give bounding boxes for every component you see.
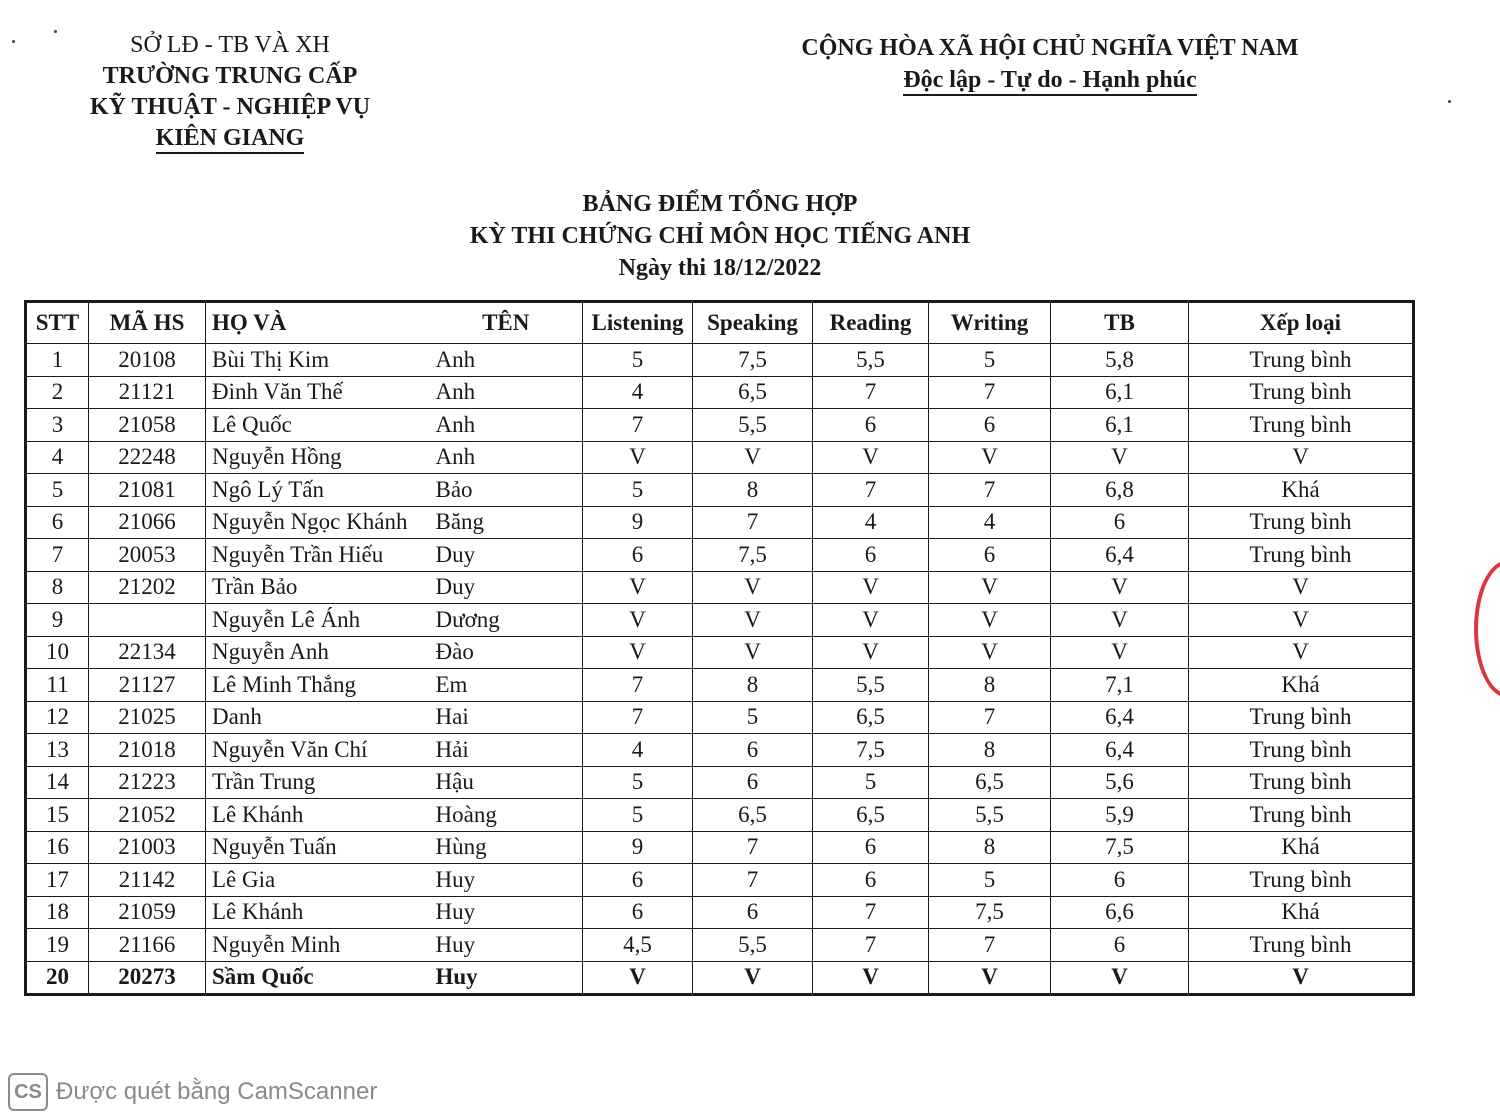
cell-ma-hs: 22248 xyxy=(89,441,206,474)
cell-reading: 6,5 xyxy=(813,799,929,832)
cell-tb: 6,1 xyxy=(1051,409,1189,442)
cell-writing: 8 xyxy=(929,734,1051,767)
cell-writing: 7 xyxy=(929,929,1051,962)
table-row xyxy=(26,831,1414,864)
cell-listening: 6 xyxy=(583,864,693,897)
cell-speaking: 5,5 xyxy=(693,929,813,962)
cell-stt: 15 xyxy=(26,799,89,832)
department-name: SỞ LĐ - TB VÀ XH xyxy=(130,32,330,58)
cell-listening: V xyxy=(583,441,693,474)
cell-ten: Đào xyxy=(430,636,583,669)
cell-writing: V xyxy=(929,441,1051,474)
cell-writing: V xyxy=(929,571,1051,604)
cell-speaking: 7 xyxy=(693,864,813,897)
cell-reading: 6 xyxy=(813,864,929,897)
cell-tb: 7,5 xyxy=(1051,831,1189,864)
cell-stt: 17 xyxy=(26,864,89,897)
cell-xep-loai: Trung bình xyxy=(1189,734,1414,767)
cell-speaking: 7,5 xyxy=(693,539,813,572)
cell-stt: 19 xyxy=(26,929,89,962)
header-listening: Listening xyxy=(583,302,693,344)
cell-ma-hs: 20053 xyxy=(89,539,206,572)
cell-ho-va: Nguyễn Ngọc Khánh xyxy=(206,506,430,539)
cell-stt: 5 xyxy=(26,474,89,507)
scan-speck xyxy=(54,30,57,33)
cell-reading: 5,5 xyxy=(813,669,929,702)
cell-stt: 1 xyxy=(26,344,89,377)
header-xep-loai: Xếp loại xyxy=(1189,302,1414,344)
school-name-line2: KỸ THUẬT - NGHIỆP VỤ xyxy=(89,94,371,120)
cell-xep-loai: Trung bình xyxy=(1189,864,1414,897)
cell-speaking: 8 xyxy=(693,669,813,702)
cell-writing: 6 xyxy=(929,409,1051,442)
cell-tb: 6,1 xyxy=(1051,376,1189,409)
table-row xyxy=(26,864,1414,897)
cell-xep-loai: Trung bình xyxy=(1189,539,1414,572)
cell-tb: 6 xyxy=(1051,864,1189,897)
cell-ma-hs: 21003 xyxy=(89,831,206,864)
cell-xep-loai: Khá xyxy=(1189,669,1414,702)
cell-xep-loai: Trung bình xyxy=(1189,376,1414,409)
exam-date: Ngày thi 18/12/2022 xyxy=(618,255,822,281)
cell-ho-va: Lê Khánh xyxy=(206,799,430,832)
cell-reading: 7 xyxy=(813,474,929,507)
cell-ten: Duy xyxy=(430,539,583,572)
cell-writing: 7 xyxy=(929,474,1051,507)
cell-speaking: 6,5 xyxy=(693,376,813,409)
national-header xyxy=(760,32,1340,96)
header-ten: TÊN xyxy=(430,302,583,344)
cell-tb: V xyxy=(1051,961,1189,995)
table-row xyxy=(26,799,1414,832)
cell-speaking: 5 xyxy=(693,701,813,734)
cell-tb: 6 xyxy=(1051,929,1189,962)
cell-speaking: V xyxy=(693,604,813,637)
cell-reading: 7 xyxy=(813,896,929,929)
national-motto: Độc lập - Tự do - Hạnh phúc xyxy=(903,66,1196,96)
cell-ten: Băng xyxy=(430,506,583,539)
watermark-text: Được quét bằng CamScanner xyxy=(56,1078,378,1105)
cell-listening: 9 xyxy=(583,506,693,539)
cell-stt: 18 xyxy=(26,896,89,929)
cell-stt: 13 xyxy=(26,734,89,767)
cell-xep-loai: Trung bình xyxy=(1189,701,1414,734)
title-line1: BẢNG ĐIỂM TỔNG HỢP xyxy=(582,191,858,217)
cell-stt: 6 xyxy=(26,506,89,539)
table-row xyxy=(26,441,1414,474)
cell-tb: V xyxy=(1051,636,1189,669)
cell-reading: V xyxy=(813,961,929,995)
cell-ma-hs: 20108 xyxy=(89,344,206,377)
cell-ten: Huy xyxy=(430,864,583,897)
cell-reading: V xyxy=(813,571,929,604)
table-row xyxy=(26,571,1414,604)
header-speaking: Speaking xyxy=(693,302,813,344)
cell-xep-loai: V xyxy=(1189,961,1414,995)
cell-ten: Hùng xyxy=(430,831,583,864)
cell-listening: 6 xyxy=(583,896,693,929)
cell-speaking: 5,5 xyxy=(693,409,813,442)
cell-xep-loai: Trung bình xyxy=(1189,344,1414,377)
table-row xyxy=(26,376,1414,409)
cell-writing: 4 xyxy=(929,506,1051,539)
cell-listening: 7 xyxy=(583,669,693,702)
cell-ho-va: Lê Khánh xyxy=(206,896,430,929)
cell-listening: 5 xyxy=(583,474,693,507)
cell-speaking: 7 xyxy=(693,506,813,539)
cell-tb: 6,8 xyxy=(1051,474,1189,507)
cell-ma-hs: 21059 xyxy=(89,896,206,929)
cell-ho-va: Nguyễn Minh xyxy=(206,929,430,962)
cell-ho-va: Trần Bảo xyxy=(206,571,430,604)
cell-ten: Hoàng xyxy=(430,799,583,832)
cell-ten: Anh xyxy=(430,409,583,442)
cell-listening: 9 xyxy=(583,831,693,864)
cell-reading: 5 xyxy=(813,766,929,799)
cell-writing: V xyxy=(929,961,1051,995)
cell-stt: 20 xyxy=(26,961,89,995)
cell-xep-loai: Khá xyxy=(1189,474,1414,507)
cell-ho-va: Lê Gia xyxy=(206,864,430,897)
cell-tb: 5,9 xyxy=(1051,799,1189,832)
cell-ma-hs: 21066 xyxy=(89,506,206,539)
cell-ho-va: Nguyễn Trần Hiếu xyxy=(206,539,430,572)
cell-stt: 2 xyxy=(26,376,89,409)
cell-xep-loai: V xyxy=(1189,571,1414,604)
cell-speaking: 8 xyxy=(693,474,813,507)
cell-ma-hs: 21142 xyxy=(89,864,206,897)
cell-ma-hs: 22134 xyxy=(89,636,206,669)
cell-ten: Hậu xyxy=(430,766,583,799)
cell-ho-va: Danh xyxy=(206,701,430,734)
table-row xyxy=(26,344,1414,377)
cell-writing: 8 xyxy=(929,669,1051,702)
cell-stt: 14 xyxy=(26,766,89,799)
cell-listening: V xyxy=(583,636,693,669)
school-province: KIÊN GIANG xyxy=(156,124,305,154)
cell-writing: 7 xyxy=(929,701,1051,734)
cell-ten: Hải xyxy=(430,734,583,767)
cell-ten: Duy xyxy=(430,571,583,604)
cell-xep-loai: Trung bình xyxy=(1189,766,1414,799)
cell-ho-va: Nguyễn Hồng xyxy=(206,441,430,474)
cell-ten: Huy xyxy=(430,929,583,962)
cell-xep-loai: Trung bình xyxy=(1189,929,1414,962)
cell-writing: 8 xyxy=(929,831,1051,864)
cell-ma-hs: 21025 xyxy=(89,701,206,734)
cell-reading: 6 xyxy=(813,539,929,572)
cell-writing: 7 xyxy=(929,376,1051,409)
cell-stt: 7 xyxy=(26,539,89,572)
table-header-row xyxy=(26,302,1414,344)
cell-writing: 7,5 xyxy=(929,896,1051,929)
table-row xyxy=(26,701,1414,734)
table-row xyxy=(26,961,1414,995)
cell-writing: V xyxy=(929,636,1051,669)
table-row xyxy=(26,604,1414,637)
cell-xep-loai: Trung bình xyxy=(1189,506,1414,539)
cell-ma-hs: 21052 xyxy=(89,799,206,832)
cell-listening: 4 xyxy=(583,734,693,767)
cell-reading: 7,5 xyxy=(813,734,929,767)
cell-stt: 16 xyxy=(26,831,89,864)
cell-listening: 7 xyxy=(583,701,693,734)
cell-ho-va: Nguyễn Văn Chí xyxy=(206,734,430,767)
cell-ho-va: Nguyễn Anh xyxy=(206,636,430,669)
camscanner-watermark xyxy=(8,1072,377,1112)
cell-ten: Anh xyxy=(430,376,583,409)
cell-ma-hs: 21202 xyxy=(89,571,206,604)
cell-speaking: V xyxy=(693,571,813,604)
cell-ma-hs: 21018 xyxy=(89,734,206,767)
table-row xyxy=(26,929,1414,962)
cell-stt: 12 xyxy=(26,701,89,734)
cell-ho-va: Lê Minh Thắng xyxy=(206,669,430,702)
cell-ma-hs: 21121 xyxy=(89,376,206,409)
cell-tb: V xyxy=(1051,571,1189,604)
table-row xyxy=(26,766,1414,799)
camscanner-icon: CS xyxy=(8,1073,48,1111)
cell-ma-hs: 21081 xyxy=(89,474,206,507)
cell-reading: 4 xyxy=(813,506,929,539)
cell-xep-loai: V xyxy=(1189,604,1414,637)
cell-listening: 5 xyxy=(583,799,693,832)
cell-xep-loai: V xyxy=(1189,441,1414,474)
header-ho-va: HỌ VÀ xyxy=(206,302,430,344)
cell-stt: 3 xyxy=(26,409,89,442)
grades-table xyxy=(24,300,1415,996)
cell-tb: V xyxy=(1051,604,1189,637)
cell-writing: 5 xyxy=(929,344,1051,377)
cell-listening: V xyxy=(583,961,693,995)
cell-reading: V xyxy=(813,604,929,637)
cell-ten: Huy xyxy=(430,896,583,929)
cell-writing: 6,5 xyxy=(929,766,1051,799)
cell-listening: V xyxy=(583,604,693,637)
cell-ma-hs: 21223 xyxy=(89,766,206,799)
cell-speaking: 6 xyxy=(693,766,813,799)
table-row xyxy=(26,636,1414,669)
cell-tb: 7,1 xyxy=(1051,669,1189,702)
table-row xyxy=(26,896,1414,929)
cell-tb: V xyxy=(1051,441,1189,474)
cell-reading: 7 xyxy=(813,376,929,409)
header-writing: Writing xyxy=(929,302,1051,344)
cell-writing: 6 xyxy=(929,539,1051,572)
cell-xep-loai: Trung bình xyxy=(1189,409,1414,442)
cell-tb: 6,6 xyxy=(1051,896,1189,929)
cell-speaking: V xyxy=(693,441,813,474)
cell-tb: 5,8 xyxy=(1051,344,1189,377)
header-tb: TB xyxy=(1051,302,1189,344)
cell-ten: Anh xyxy=(430,344,583,377)
table-row xyxy=(26,669,1414,702)
cell-tb: 6,4 xyxy=(1051,701,1189,734)
cell-tb: 6,4 xyxy=(1051,539,1189,572)
cell-speaking: 6 xyxy=(693,734,813,767)
cell-reading: 7 xyxy=(813,929,929,962)
cell-ho-va: Trần Trung xyxy=(206,766,430,799)
cell-speaking: 7 xyxy=(693,831,813,864)
cell-xep-loai: Khá xyxy=(1189,896,1414,929)
cell-speaking: V xyxy=(693,961,813,995)
cell-ten: Em xyxy=(430,669,583,702)
cell-stt: 10 xyxy=(26,636,89,669)
red-seal-stamp xyxy=(1474,560,1500,698)
header-stt: STT xyxy=(26,302,89,344)
cell-stt: 9 xyxy=(26,604,89,637)
cell-ten: Anh xyxy=(430,441,583,474)
cell-listening: 6 xyxy=(583,539,693,572)
cell-stt: 11 xyxy=(26,669,89,702)
header-reading: Reading xyxy=(813,302,929,344)
table-row xyxy=(26,409,1414,442)
cell-listening: 7 xyxy=(583,409,693,442)
cell-writing: 5,5 xyxy=(929,799,1051,832)
table-row xyxy=(26,539,1414,572)
cell-writing: V xyxy=(929,604,1051,637)
cell-ma-hs: 21166 xyxy=(89,929,206,962)
cell-tb: 6,4 xyxy=(1051,734,1189,767)
scan-speck xyxy=(1448,100,1451,103)
cell-speaking: 6 xyxy=(693,896,813,929)
cell-writing: 5 xyxy=(929,864,1051,897)
table-row xyxy=(26,734,1414,767)
cell-stt: 4 xyxy=(26,441,89,474)
cell-reading: 6 xyxy=(813,409,929,442)
cell-ten: Hai xyxy=(430,701,583,734)
scan-speck xyxy=(12,40,15,43)
cell-reading: V xyxy=(813,441,929,474)
table-body xyxy=(26,344,1414,995)
table-row xyxy=(26,506,1414,539)
cell-listening: 5 xyxy=(583,344,693,377)
cell-listening: 4 xyxy=(583,376,693,409)
document-title xyxy=(420,188,1020,284)
national-title: CỘNG HÒA XÃ HỘI CHỦ NGHĨA VIỆT NAM xyxy=(801,35,1299,61)
cell-xep-loai: V xyxy=(1189,636,1414,669)
cell-tb: 6 xyxy=(1051,506,1189,539)
cell-ho-va: Đinh Văn Thế xyxy=(206,376,430,409)
cell-reading: 5,5 xyxy=(813,344,929,377)
cell-ma-hs: 21127 xyxy=(89,669,206,702)
cell-speaking: 6,5 xyxy=(693,799,813,832)
cell-speaking: V xyxy=(693,636,813,669)
cell-tb: 5,6 xyxy=(1051,766,1189,799)
cell-ho-va: Bùi Thị Kim xyxy=(206,344,430,377)
cell-speaking: 7,5 xyxy=(693,344,813,377)
cell-ho-va: Lê Quốc xyxy=(206,409,430,442)
cell-ma-hs: 21058 xyxy=(89,409,206,442)
title-line2: KỲ THI CHỨNG CHỈ MÔN HỌC TIẾNG ANH xyxy=(469,223,971,249)
cell-reading: 6,5 xyxy=(813,701,929,734)
school-name-line1: TRƯỜNG TRUNG CẤP xyxy=(102,63,358,89)
cell-ho-va: Ngô Lý Tấn xyxy=(206,474,430,507)
cell-ten: Dương xyxy=(430,604,583,637)
cell-listening: 4,5 xyxy=(583,929,693,962)
school-header xyxy=(60,30,400,154)
cell-ten: Bảo xyxy=(430,474,583,507)
cell-ma-hs xyxy=(89,604,206,637)
cell-ma-hs: 20273 xyxy=(89,961,206,995)
cell-ho-va: Nguyễn Tuấn xyxy=(206,831,430,864)
cell-xep-loai: Khá xyxy=(1189,831,1414,864)
cell-xep-loai: Trung bình xyxy=(1189,799,1414,832)
table-row xyxy=(26,474,1414,507)
cell-listening: V xyxy=(583,571,693,604)
cell-ho-va: Sầm Quốc xyxy=(206,961,430,995)
header-ma-hs: MÃ HS xyxy=(89,302,206,344)
cell-reading: 6 xyxy=(813,831,929,864)
cell-reading: V xyxy=(813,636,929,669)
cell-ho-va: Nguyễn Lê Ánh xyxy=(206,604,430,637)
cell-ten: Huy xyxy=(430,961,583,995)
cell-stt: 8 xyxy=(26,571,89,604)
cell-listening: 5 xyxy=(583,766,693,799)
